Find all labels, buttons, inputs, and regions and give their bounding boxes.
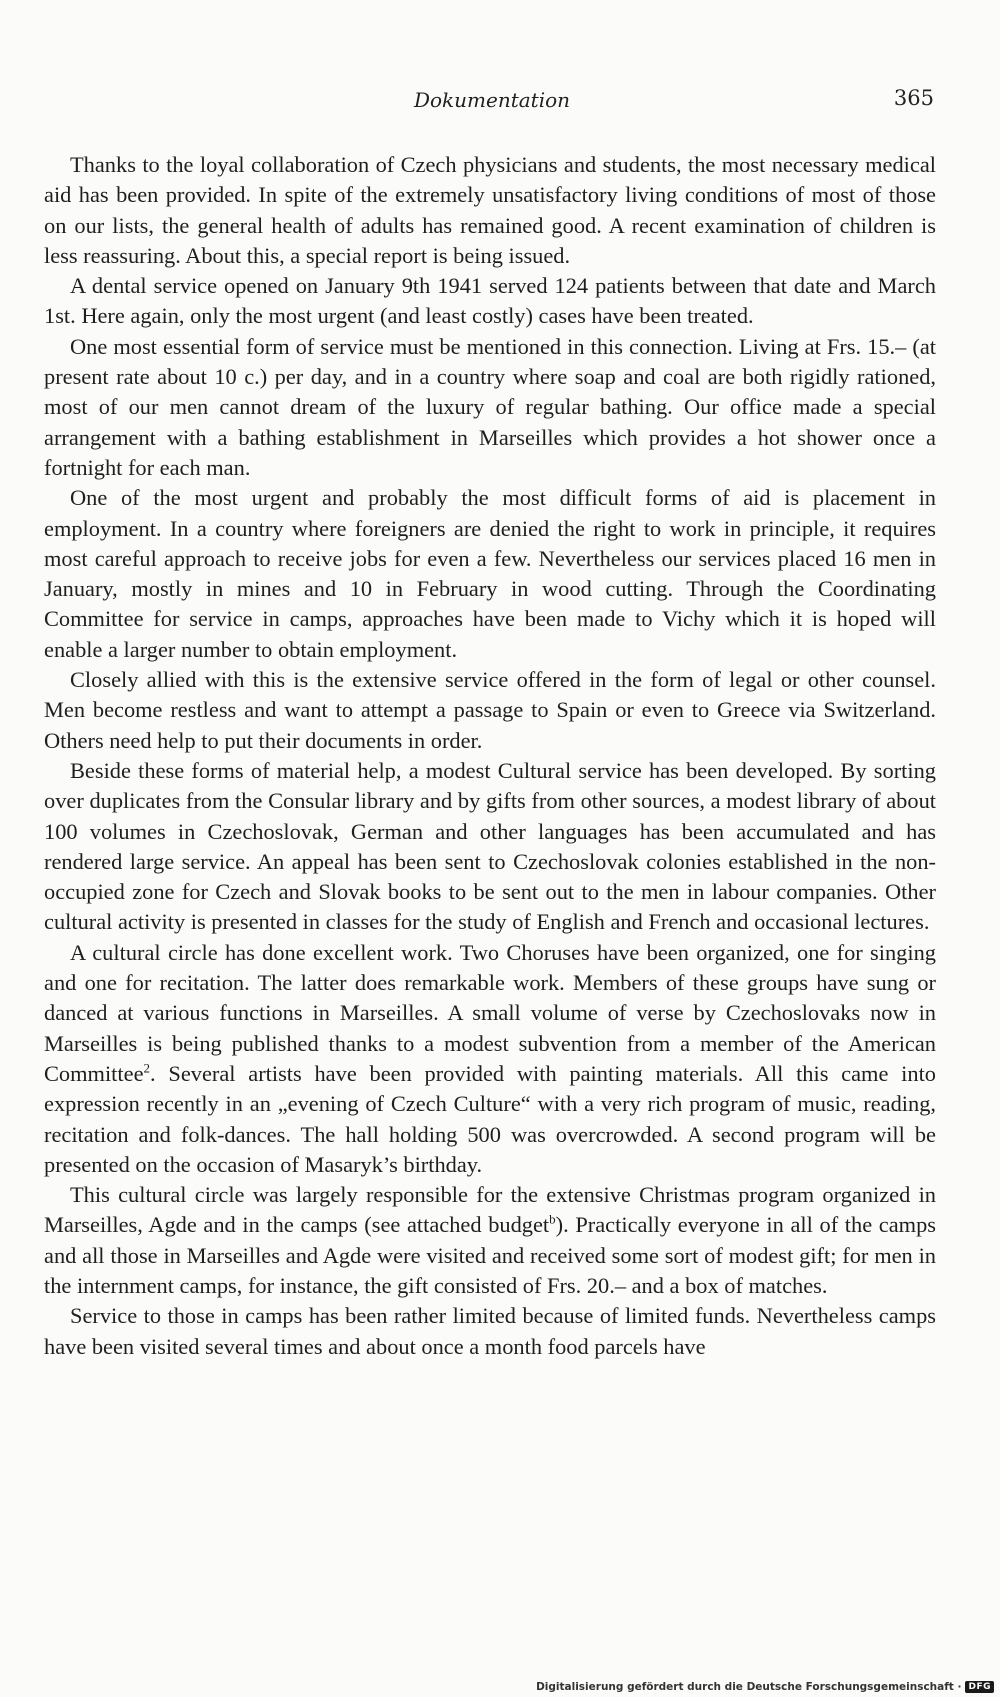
footnote-marker: b bbox=[549, 1211, 556, 1227]
body-text bbox=[44, 150, 936, 1362]
paragraph-text: This cultural circle was largely responsible for the extensive Christmas program organized in Marseilles, Agde and in the camps (see attached budget bbox=[44, 1182, 936, 1238]
paragraph-christmas-program bbox=[44, 1180, 936, 1301]
dfg-logo-icon: DFG bbox=[965, 1681, 994, 1693]
paragraph-employment: One of the most urgent and probably the most difficult forms of aid is placement in employment. In a country where foreigners are denied the right to work in principle, it requires most careful approach to receive jobs for even a few. Nevertheless our services placed 16 men in January, mostly in mines and 10 in February in wood cutting. Through the Coordinating Committee for service in camps, approaches have been made to Vichy which it is hoped will enable a larger number to obtain employment. bbox=[44, 485, 936, 662]
page-header bbox=[48, 88, 936, 118]
paragraph-cultural-service: Beside these forms of material help, a modest Cultural service has been developed. By sorting over duplicates from the Consular library and by gifts from other sources, a modest library of about 100 volumes in Czechoslovak, German and other languages has been accumulated and has rendered large service. An appeal has been sent to Czechoslovak colonies established in the non-occupied zone for Czech and Slovak books to be sent out to the men in labour companies. Other cultural activity is presented in classes for the study of English and French and occasional lectures. bbox=[44, 757, 936, 935]
paragraph-camps-service: Service to those in camps has been rather limited because of limited funds. Nevertheless camps have been visited several times and about once a month food parcels have bbox=[44, 1303, 936, 1359]
digitization-footer bbox=[536, 1681, 994, 1693]
paragraph-cultural-circle bbox=[44, 938, 936, 1180]
paragraph-text: ). Practically everyone in all of the camps and all those in Marseilles and Agde were visited and received some sort of modest gift; for men in the internment camps, for instance, the gift consisted of Frs. 20.– and a box of matches. bbox=[44, 1212, 936, 1298]
running-head: Dokumentation bbox=[413, 88, 571, 112]
paragraph-medical-aid: Thanks to the loyal collaboration of Czech physicians and students, the most necessary medical aid has been provided. In spite of the extremely unsatisfactory living conditions of most of those on our lists, the general health of adults has remained good. A recent examination of children is less reassuring. About this, a special report is being issued. bbox=[44, 152, 936, 268]
paragraph-text: . Several artists have been provided with painting materials. All this came into expression recently in an „evening of Czech Culture“ with a very rich program of music, reading, recitation and folk-dances. The hall holding 500 was overcrowded. A second program will be presented on the occasion of Masaryk’s birthday. bbox=[44, 1060, 936, 1177]
page-number: 365 bbox=[893, 86, 934, 110]
paragraph-counsel: Closely allied with this is the extensive service offered in the form of legal or other counsel. Men become restless and want to attempt a passage to Spain or even to Greece via Switzerland. Others need help to put their documents in order. bbox=[44, 667, 936, 753]
paragraph-text: A cultural circle has done excellent work. Two Choruses have been organized, one for singing and one for recitation. The latter does remarkable work. Members of these groups have sung or danced at various functions in Marseilles. A small volume of verse by Czechoslovaks now in Marseilles is being published thanks to a modest subvention from a member of the American Committee bbox=[44, 939, 936, 1086]
paragraph-dental-service: A dental service opened on January 9th 1941 served 124 patients between that date and March 1st. Here again, only the most urgent (and least costly) cases have been treated. bbox=[44, 273, 936, 329]
paragraph-bathing: One most essential form of service must be mentioned in this connection. Living at Frs. 15.– (at present rate about 10 c.) per day, and in a country where soap and coal are both rigidly rationed, most of our men cannot dream of the luxury of regular bathing. Our office made a special arrangement with a bathing establishment in Marseilles which provides a hot shower once a fortnight for each man. bbox=[44, 333, 936, 480]
footer-text: Digitalisierung gefördert durch die Deutsche Forschungsgemeinschaft · bbox=[536, 1681, 962, 1693]
footnote-marker: 2 bbox=[143, 1060, 151, 1076]
